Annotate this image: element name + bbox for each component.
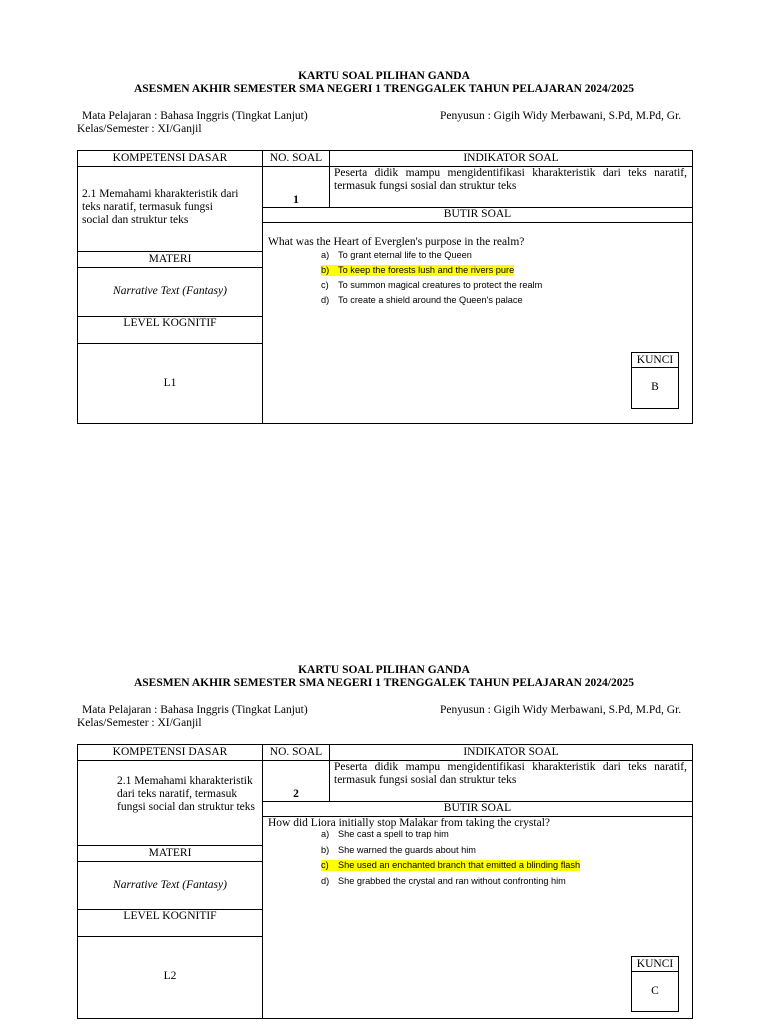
materi-text: Narrative Text (Fantasy) [113,285,227,297]
class-semester-line: Kelas/Semester : XI/Ganjil [77,123,202,135]
card-subtitle: ASESMEN AKHIR SEMESTER SMA NEGERI 1 TRENGGALEK TAHUN PELAJARAN 2024/2025 [133,677,634,689]
card-title: KARTU SOAL PILIHAN GANDA [298,70,470,82]
kompetensi-dasar-text: 2.1 Memahami kharakteristik dari teks naratif, termasuk fungsi social dan struktur teks [117,775,255,813]
option-text: To create a shield around the Queen's palace [338,295,523,305]
subject-line: Mata Pelajaran : Bahasa Inggris (Tingkat Lanjut) [82,110,308,122]
level-kognitif-value: L2 [163,970,177,982]
question-number: 2 [293,788,299,800]
answer-key-value: B [651,381,659,393]
option-label: c) [321,280,329,290]
option-label: d) [321,295,330,305]
option-text: To summon magical creatures to protect the realm [338,280,543,290]
option-b [321,845,476,856]
card-title: KARTU SOAL PILIHAN GANDA [298,664,470,676]
option-c [321,860,580,871]
option-a [321,829,449,840]
materi-text: Narrative Text (Fantasy) [113,879,227,891]
level-kognitif-value: L1 [163,377,177,389]
header-kompetensi-dasar: KOMPETENSI DASAR [112,746,228,758]
option-text: She grabbed the crystal and ran without confronting him [338,876,566,886]
question-text: How did Liora initially stop Malakar from taking the crystal? [268,817,550,829]
header-kompetensi-dasar: KOMPETENSI DASAR [112,152,228,164]
question-table [77,744,693,1019]
author-line: Penyusun : Gigih Widy Merbawani, S.Pd, M.Pd, Gr. [440,704,682,716]
option-label: a) [321,250,330,260]
option-d [321,876,566,887]
answer-key-box [631,956,679,1012]
option-label: d) [321,876,330,886]
header-no-soal: NO. SOAL [269,746,323,758]
header-level-kognitif: LEVEL KOGNITIF [123,910,217,922]
header-level-kognitif: LEVEL KOGNITIF [123,317,217,329]
class-semester-line: Kelas/Semester : XI/Ganjil [77,717,202,729]
option-text: To keep the forests lush and the rivers pure [338,265,515,275]
header-no-soal: NO. SOAL [269,152,323,164]
option-text: To grant eternal life to the Queen [338,250,472,260]
header-materi: MATERI [148,253,192,265]
answer-key-value: C [651,985,659,997]
header-materi: MATERI [148,847,192,859]
indikator-text: Peserta didik mampu mengidentifikasi kharakteristik dari teks naratif, termasuk fungsi sosial dan struktur teks [334,761,687,786]
answer-key-label: KUNCI [632,957,678,972]
header-butir-soal: BUTIR SOAL [443,802,512,814]
header-butir-soal: BUTIR SOAL [443,208,512,220]
header-indikator-soal: INDIKATOR SOAL [463,746,559,758]
kompetensi-dasar-text: 2.1 Memahami kharakteristik dari teks naratif, termasuk fungsi social dan struktur teks [82,188,239,226]
option-label: c) [321,860,329,870]
question-text: What was the Heart of Everglen's purpose in the realm? [268,236,525,248]
option-label: b) [321,265,330,275]
header-indikator-soal: INDIKATOR SOAL [463,152,559,164]
option-label: a) [321,829,330,839]
option-text: She warned the guards about him [338,845,476,855]
option-text: She cast a spell to trap him [338,829,449,839]
option-text: She used an enchanted branch that emitted a blinding flash [338,860,581,870]
option-label: b) [321,845,330,855]
answer-key-label: KUNCI [632,353,678,368]
subject-line: Mata Pelajaran : Bahasa Inggris (Tingkat Lanjut) [82,704,308,716]
question-number: 1 [293,194,299,206]
indikator-text: Peserta didik mampu mengidentifikasi kharakteristik dari teks naratif, termasuk fungsi sosial dan struktur teks [334,167,687,192]
card-subtitle: ASESMEN AKHIR SEMESTER SMA NEGERI 1 TRENGGALEK TAHUN PELAJARAN 2024/2025 [133,83,634,95]
author-line: Penyusun : Gigih Widy Merbawani, S.Pd, M.Pd, Gr. [440,110,682,122]
